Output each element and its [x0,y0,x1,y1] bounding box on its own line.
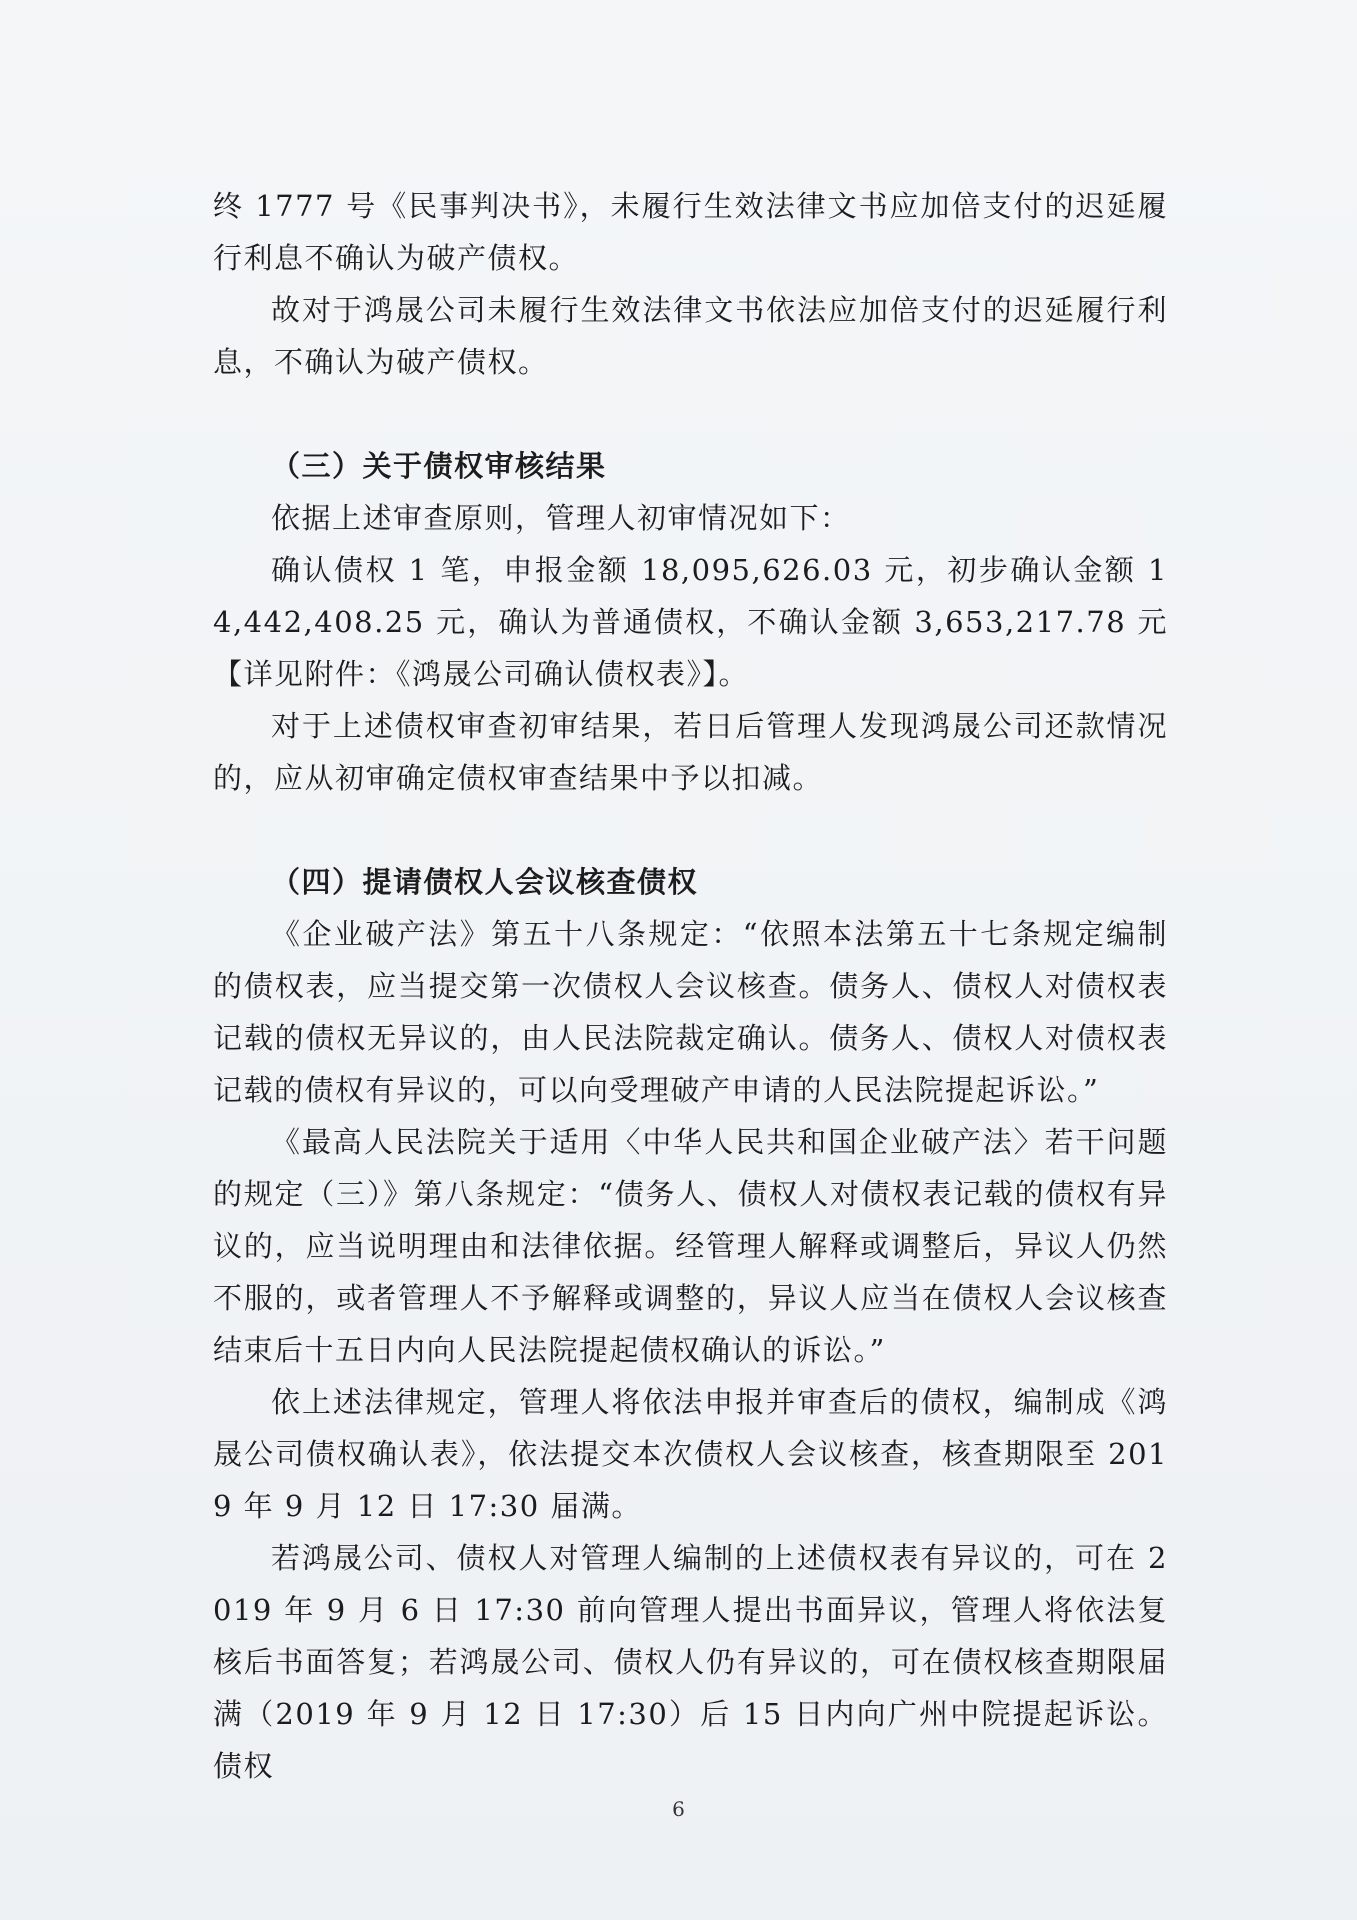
paragraph-deduction-note: 对于上述债权审查初审结果，若日后管理人发现鸿晟公司还款情况的，应从初审确定债权审查结果中予以扣减。 [213,709,1168,795]
paragraph-confirmed-claim: 确认债权 1 笔，申报金额 18,095,626.03 元，初步确认金额 14,442,408.25 元，确认为普通债权，不确认金额 3,653,217.78 元【详见附件：《鸿晟公司确认债权表》】。 [213,553,1168,691]
section-heading-4: （四）提请债权人会议核查债权 [271,865,699,899]
paragraph-interest-conclusion: 故对于鸿晟公司未履行生效法律文书依法应加倍支付的迟延履行利息，不确认为破产债权。 [213,293,1168,379]
paragraph-objection-procedure: 若鸿晟公司、债权人对管理人编制的上述债权表有异议的，可在 2019 年 9 月 6 日 17:30 前向管理人提出书面异议，管理人将依法复核后书面答复；若鸿晟公司、债权人仍有异议的，可在债权核查期限届满（2019 年 9 月 12 日 17:30）后 15 日内向广州中院提起诉讼。债权 [213,1541,1168,1783]
section-spacer [213,388,1168,440]
document-body [213,180,1168,1792]
paragraph-supreme-court-provision: 《最高人民法院关于适用〈中华人民共和国企业破产法〉若干问题的规定（三）》第八条规定：“债务人、债权人对债权表记载的债权有异议的，应当说明理由和法律依据。经管理人解释或调整后，异议人仍然不服的，或者管理人不予解释或调整的，异议人应当在债权人会议核查结束后十五日内向人民法院提起债权确认的诉讼。” [213,1125,1168,1367]
page-number: 6 [672,1797,685,1821]
section-heading-3: （三）关于债权审核结果 [271,449,607,483]
paragraph-bankruptcy-law-article-58: 《企业破产法》第五十八条规定：“依照本法第五十七条规定编制的债权表，应当提交第一次债权人会议核查。债务人、债权人对债权表记载的债权无异议的，由人民法院裁定确认。债务人、债权人对债权表记载的债权有异议的，可以向受理破产申请的人民法院提起诉讼。” [213,917,1168,1107]
paragraph-review-basis: 依据上述审查原则，管理人初审情况如下： [271,501,851,535]
section-spacer [213,804,1168,856]
paragraph-verification-deadline: 依上述法律规定，管理人将依法申报并审查后的债权，编制成《鸿晟公司债权确认表》，依法提交本次债权人会议核查，核查期限至 2019 年 9 月 12 日 17:30 届满。 [213,1385,1168,1523]
paragraph-judgment-continuation: 终 1777 号《民事判决书》，未履行生效法律文书应加倍支付的迟延履行利息不确认为破产债权。 [213,189,1168,275]
